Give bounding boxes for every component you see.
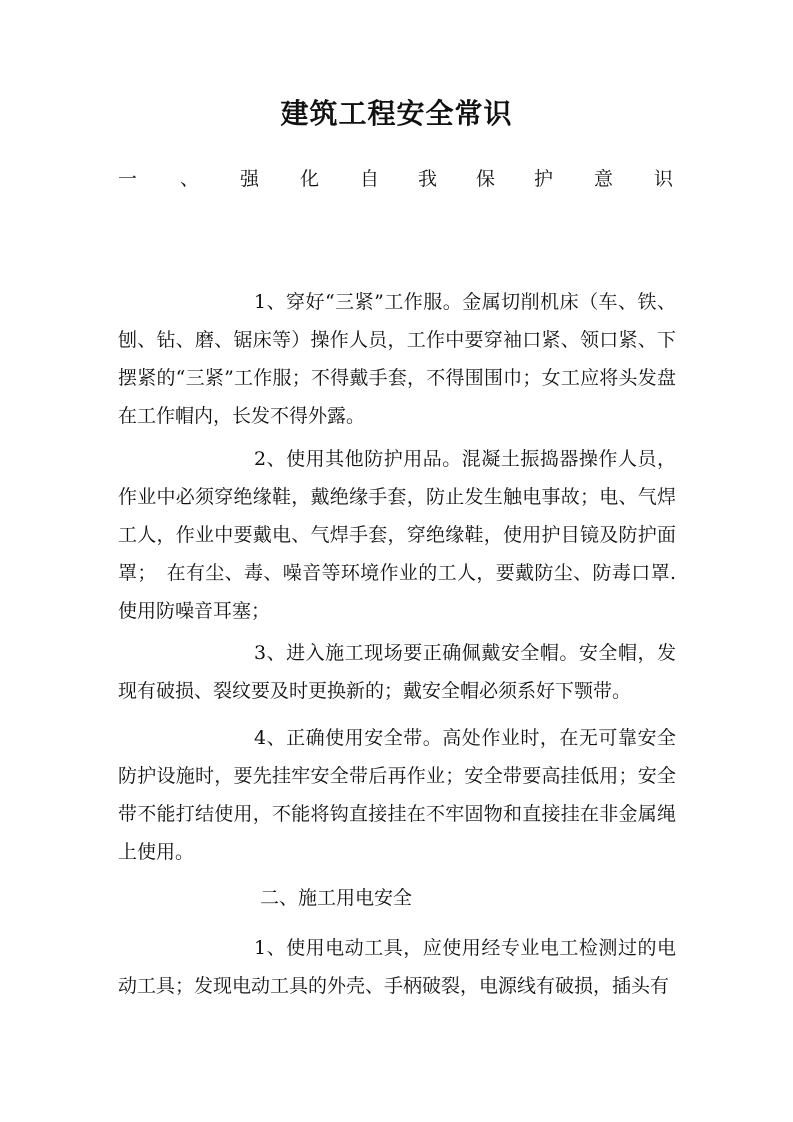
heading-char: 强 <box>240 168 260 190</box>
heading-char: 一 <box>118 168 138 190</box>
heading-char: 我 <box>418 168 438 190</box>
paragraph-protective-equipment: 2、使用其他防护用品。混凝土振捣器操作人员，作业中必须穿绝缘鞋，戴绝缘手套，防止发生触电事故；电、气焊工人，作业中要戴电、气焊手套，穿绝缘鞋，使用护目镜及防护面罩； 在有尘、毒、噪音等环境作业的工人，要戴防尘、防毒口罩.使用防噪音耳塞； <box>118 448 676 622</box>
section-2-heading: 二、施工用电安全 <box>260 887 413 909</box>
paragraph-protective-clothing: 1、穿好“三紧”工作服。金属切削机床（车、铁、刨、钻、磨、锯床等）操作人员，工作中要穿袖口紧、领口紧、下摆紧的“三紧”工作服；不得戴手套，不得围围巾；女工应将头发盘在工作帽内，长发不得外露。 <box>118 291 676 427</box>
heading-char: 识 <box>654 168 674 190</box>
heading-char: 化 <box>300 168 320 190</box>
heading-char: 、 <box>180 168 200 190</box>
paragraph-power-tools: 1、使用电动工具，应使用经专业电工检测过的电动工具；发现电动工具的外壳、手柄破裂，电源线有破损，插头有 <box>118 937 676 997</box>
paragraph-safety-belt: 4、正确使用安全带。高处作业时，在无可靠安全防护设施时，要先挂牢安全带后再作业；安全带要高挂低用；安全带不能打结使用，不能将钩直接挂在不牢固物和直接挂在非金属绳上使用。 <box>118 727 676 863</box>
heading-char: 保 <box>476 168 496 190</box>
heading-char: 自 <box>360 168 380 190</box>
document-title: 建筑工程安全常识 <box>280 97 513 130</box>
section-1-heading <box>118 164 678 194</box>
heading-char: 护 <box>534 168 554 190</box>
heading-char: 意 <box>594 168 614 190</box>
paragraph-safety-helmet: 3、进入施工现场要正确佩戴安全帽。安全帽，发现有破损、裂纹要及时更换新的；戴安全帽必须系好下颚带。 <box>118 642 676 702</box>
